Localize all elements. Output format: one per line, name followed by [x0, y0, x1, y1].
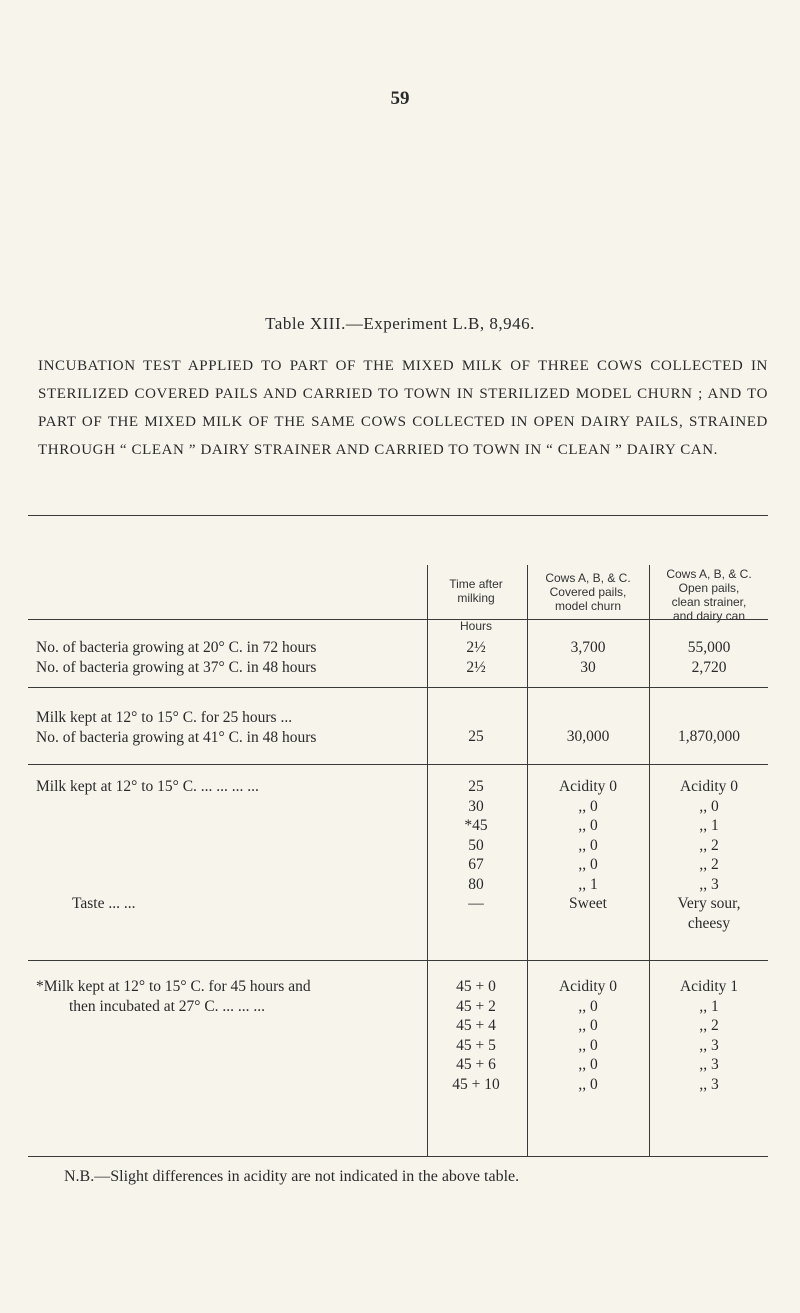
section3-bottom-rule: [28, 960, 768, 961]
footnote: N.B.—Slight differences in acidity are not indicated in the above table.: [64, 1168, 520, 1185]
section3-open: Acidity 0 ,, 0 ,, 1 ,, 2 ,, 2 ,, 3 Very sour, cheesy: [677, 778, 741, 932]
taste-label: Taste ... ...: [72, 895, 136, 912]
section2-time: 25: [468, 728, 484, 745]
table-title: Table XIII.—Experiment L.B, 8,946.: [265, 314, 535, 333]
section2-bottom-rule: [28, 764, 768, 765]
section4-times: 45 + 0 45 + 2 45 + 4 45 + 5 45 + 6 45 + 10: [452, 978, 500, 1093]
section3-label: Milk kept at 12° to 15° C. ... ... ... ...: [36, 778, 259, 795]
section2-labels: Milk kept at 12° to 15° C. for 25 hours ... No. of bacteria growing at 41° C. in 48 hours: [36, 709, 317, 746]
section4-open: Acidity 1 ,, 1 ,, 2 ,, 3 ,, 3 ,, 3: [679, 978, 739, 1093]
section4-covered: Acidity 0 ,, 0 ,, 0 ,, 0 ,, 0 ,, 0: [558, 978, 618, 1093]
section1-bottom-rule: [28, 687, 768, 688]
section4-labels: *Milk kept at 12° to 15° C. for 45 hours and then incubated at 27° C. ... ... ...: [36, 978, 311, 1015]
section1-covered: 3,700 30: [570, 639, 606, 676]
table-top-rule: [28, 515, 768, 516]
section1-times: 2½ 2½: [466, 639, 486, 676]
section1-labels: No. of bacteria growing at 20° C. in 72 hours No. of bacteria growing at 37° C. in 48 hours: [36, 639, 317, 676]
table-bottom-rule: [28, 1156, 768, 1157]
section3-times: 25 30 *45 50 67 80 —: [464, 778, 488, 912]
table-description: INCUBATION TEST APPLIED TO PART OF THE MIXED MILK OF THREE COWS COLLECTED IN STERILIZED COVERED PAILS AND CARRIED TO TOWN IN STERILIZED MODEL CHURN ; AND TO PART OF THE MIXED MILK OF THE SAME COWS COLLECTED IN OPEN DAIRY PAILS, STRAINED THROUGH “ CLEAN ” DAIRY STRAINER AND CARRIED TO TOWN IN “ CLEAN ” DAIRY CAN.: [38, 358, 768, 458]
section3-covered: Acidity 0 ,, 0 ,, 0 ,, 0 ,, 0 ,, 1 Sweet: [558, 778, 618, 912]
header-time: Time after milking Hours: [449, 577, 503, 633]
header-covered-pails: Cows A, B, & C. Covered pails, model churn: [545, 571, 631, 613]
section2-open: 1,870,000: [678, 728, 740, 745]
page-number: 59: [390, 88, 410, 109]
header-open-pails: Cows A, B, & C. Open pails, clean strainer, and dairy can: [666, 567, 752, 623]
section2-covered: 30,000: [566, 728, 610, 745]
section1-open: 55,000 2,720: [687, 639, 731, 676]
